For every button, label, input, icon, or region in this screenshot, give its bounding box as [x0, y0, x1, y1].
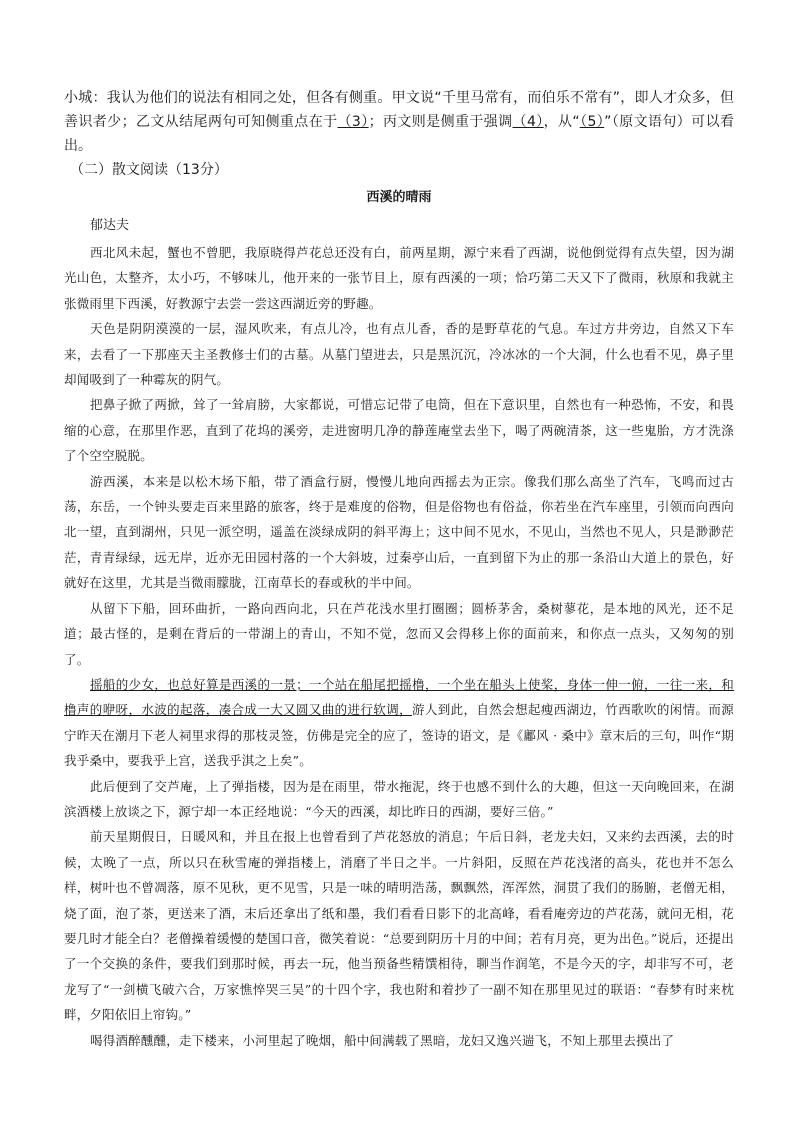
article-paragraph-5: 从留下下船，回环曲折，一路向西向北，只在芦花浅水里打圈圈；圆桥茅舍，桑树蓼花，是本地的风光，还不足道；最古怪的，是剩在背后的一带湖上的青山，不知不觉，忽而又会得移上你的面前来，和你点一点头，又匆匆的别了。 — [64, 600, 734, 667]
article-paragraph-8: 前天星期假日，日暖风和，并且在报上也曾看到了芦花怒放的消息；午后日斜，老龙夫妇，又来约去西溪，去的时候，太晚了一点，所以只在秋雪庵的弹指楼上，消磨了半日之半。一片斜阳，反照在芦花浅渚的高头，花也并不怎么样，树叶也不曾凋落，原不见秋，更不见雪，只是一味的晴明浩荡，飘飘然，浑浑然，洞贯了我们的肠腑，老僧无相，烧了面，泡了茶，更送来了酒，末后还拿出了纸和墨，我们看看日影下的北高峰，看看庵旁边的芦花荡，就问无相，花要几时才能全白？老僧操着缓慢的楚国口音，微笑着说：“总要到阴历十月的中间；若有月亮，更为出色。”说后，还提出了一个交换的条件，要我们到那时候，再去一玩，他当预备些精馔相待，聊当作润笔，不是今天的字，却非写不可，老龙写了“一剑横飞破六合，万家憔悴哭三吴”的十四个字，我也附和着抄了一副不知在那里见过的联语：“春梦有时来枕畔，夕阳依旧上帘钩。” — [64, 829, 734, 1023]
intro-text-4: ”（原文语句）可以看出。 — [64, 114, 734, 154]
article-paragraph-2: 天色是阴阴漠漠的一层，湿风吹来，有点儿冷，也有点儿香，香的是野草花的气息。车过方井旁边，自然又下车来，去看了一下那座天主圣教修士们的古墓。从墓门望进去，只是黑沉沉，冷冰冰的一个大洞，什么也看不见，鼻子里却闻吸到了一种霉灰的阴气。 — [64, 321, 734, 388]
article-title: 西溪的晴雨 — [366, 190, 432, 205]
paragraph-6-rest: 游人到此，自然会想起瘦西湖边，竹西歌吹的闲情。而源宁昨天在潮月下老人祠里求得的那枝灵签，仿佛是完全的应了，签诗的语文，是《鄘风 · 桑中》章末后的三句，叫作“期我乎桑中，要我乎上宫，送我乎淇之上矣”。 — [64, 702, 734, 769]
article-paragraph-7: 此后便到了交芦庵，上了弹指楼，因为是在雨里，带水拖泥，终于也感不到什么的大趣，但这一天向晚回来，在湖滨酒楼上放谈之下，源宁却一本正经地说：“今天的西溪，却比昨日的西湖，要好三倍。” — [64, 778, 734, 819]
article-paragraph-9: 喝得酒醉醺醺，走下楼来，小河里起了晚烟，船中间满载了黑暗，龙妇又逸兴遄飞，不知上那里去摸出了 — [90, 1032, 675, 1048]
intro-text-3: ，从“ — [543, 114, 580, 130]
intro-text-1: 小城：我认为他们的说法有相同之处，但各有侧重。甲文说“千里马常有，而伯乐不常有”，即人才众多，但善识者少；乙文从结尾两句可知侧重点在于 — [64, 90, 734, 130]
intro-paragraph — [64, 86, 734, 158]
article-paragraph-3: 把鼻子掀了两掀，耸了一耸肩膀，大家都说，可惜忘记带了电筒，但在下意识里，自然也有一种恐怖，不安，和畏缩的心意，在那里作恶，直到了花坞的溪旁，走进窗明几净的静莲庵堂去坐下，喝了两碗清茶，这一些鬼胎，方才洗涤了个空空脱脱。 — [64, 397, 734, 464]
underlined-sentence: 摇船的少女，也总好算是西溪的一景；一个站在船尾把摇橹，一个坐在船头上使桨，身体一伸一俯，一往一来，和橹声的咿呀，水波的起落，凑合成一大又圆又曲的进行软调， — [64, 676, 734, 718]
article-paragraph-6 — [64, 672, 734, 774]
article-paragraph-4: 游西溪，本来是以松木场下船，带了酒盒行厨，慢慢儿地向西摇去为正宗。像我们那么高坐了汽车，飞鸣而过古荡，东岳，一个钟头要走百来里路的旅客，终于是难度的俗物，但是俗物也有俗益，你若坐在汽车座里，引领而向西向北一望，直到湖州，只见一派空明，遥盖在淡绿成阴的斜平海上；这中间不见水，不见山，当然也不见人，只是渺渺茫茫，青青绿绿，远无岸，近亦无田园村落的一个大斜坡，过秦亭山后，一直到留下为止的那一条沿山大道上的景色，好就好在这里，尤其是当微雨朦胧，江南草长的春或秋的半中间。 — [64, 473, 734, 591]
intro-text-2: ；丙文则是侧重于强调 — [368, 114, 513, 130]
section-heading: （二）散文阅读（13分） — [70, 162, 228, 178]
answer-blank-5: （5） — [579, 114, 605, 130]
article-paragraph-1: 西北风未起，蟹也不曾肥，我原晓得芦花总还没有白，前两星期，源宁来看了西湖，说他倒觉得有点失望，因为湖光山色，太整齐，太小巧，不够味儿，他开来的一张节目上，原有西溪的一项；恰巧第二天又下了微雨，秋原和我就主张微雨里下西溪，好教源宁去尝一尝这西湖近旁的野趣。 — [64, 245, 734, 311]
answer-blank-3: （3） — [337, 114, 369, 130]
article-author: 郁达夫 — [90, 218, 130, 233]
answer-blank-4: （4） — [512, 114, 544, 130]
